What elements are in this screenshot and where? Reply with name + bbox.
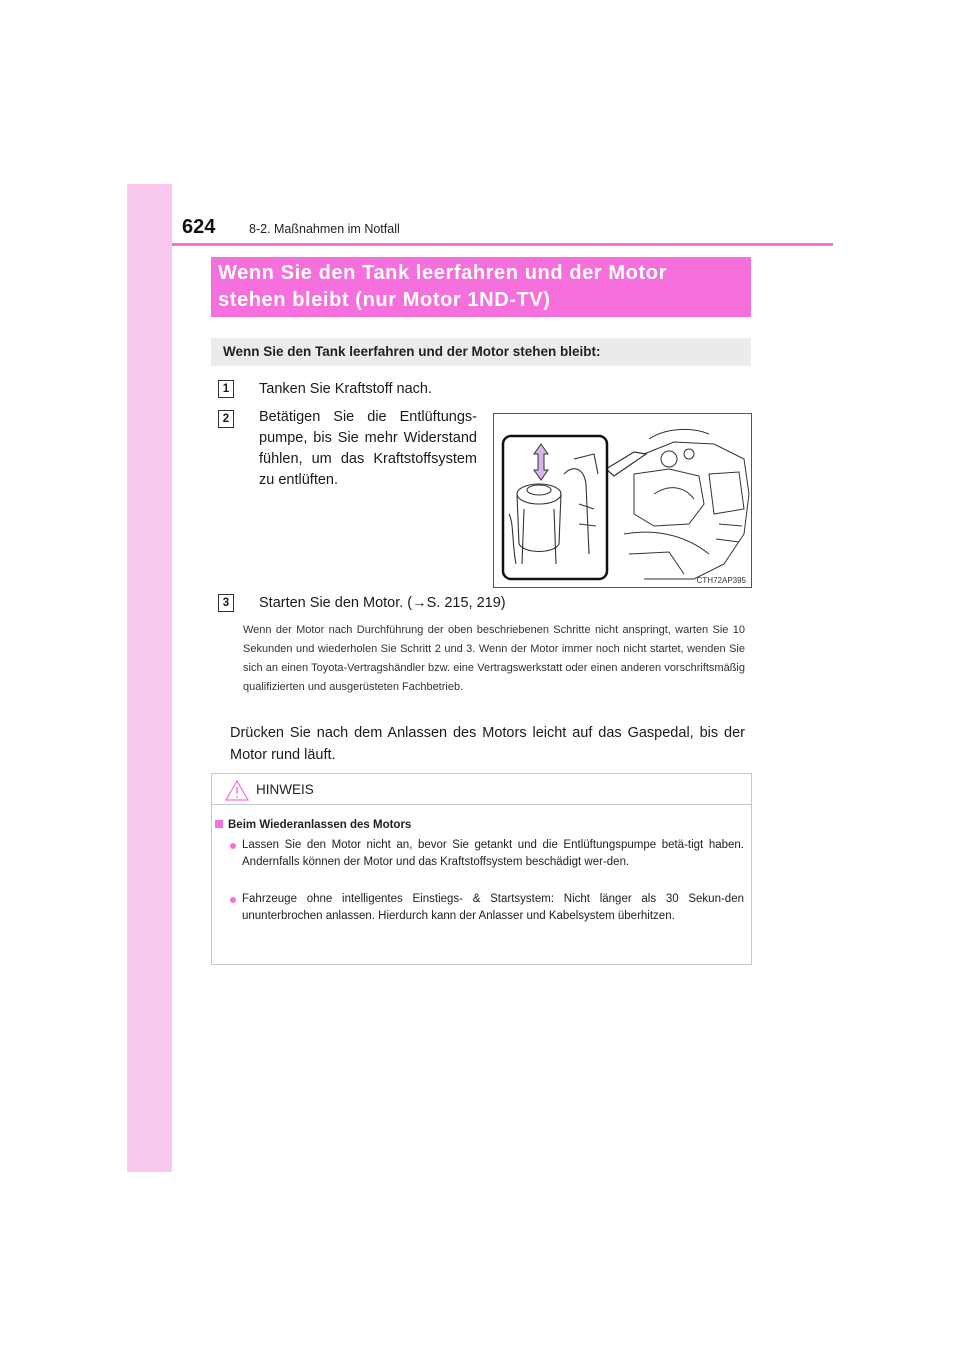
step-text-1: Tanken Sie Kraftstoff nach. [259, 381, 433, 397]
subheading-bar [211, 338, 751, 366]
body-paragraph: Drücken Sie nach dem Anlassen des Motors leicht auf das Gaspedal, bis der Motor rund läuft. [230, 725, 745, 763]
engine-illustration [493, 413, 752, 588]
title-line-2: stehen bleibt (nur Motor 1ND-TV) [218, 289, 551, 311]
step-text-2: Betätigen Sie die Entlüftungs-pumpe, bis Sie mehr Widerstand fühlen, um das Kraftstoffsystem zu entlüften. [259, 409, 477, 488]
notice-bullet-1: Lassen Sie den Motor nicht an, bevor Sie getankt und die Entlüftungspumpe betä-tigt haben. Andernfalls können der Motor und das Kraftstoffsystem beschädigt wer-den. [242, 839, 744, 868]
subheading: Wenn Sie den Tank leerfahren und der Motor stehen bleibt: [223, 344, 601, 359]
sidebar-tab [127, 184, 172, 1172]
step-text-3: Starten Sie den Motor. (→S. 215, 219) [259, 595, 506, 611]
notice-header [212, 774, 751, 805]
engine-drawing [494, 414, 751, 587]
header-rule [172, 243, 833, 246]
step-number-3: 3 [218, 594, 234, 612]
page-number: 624 [182, 216, 216, 238]
title-line-1: Wenn Sie den Tank leerfahren und der Motor [218, 262, 667, 284]
square-bullet-icon [215, 820, 223, 828]
notice-label: HINWEIS [256, 782, 314, 797]
warning-icon [225, 780, 249, 801]
notice-item-title: Beim Wiederanlassen des Motors [215, 819, 411, 831]
title-banner [211, 257, 751, 317]
step-number-1: 1 [218, 380, 234, 398]
figure-label: CTH72AP395 [696, 576, 746, 585]
notice-box [211, 773, 752, 965]
bullet-icon [230, 897, 236, 903]
step-note: Wenn der Motor nach Durchführung der oben beschriebenen Schritte nicht anspringt, warten Sie 10 Sekunden und wiederholen Sie Schritt 2 und 3. Wenn der Motor immer noch nicht startet, wenden Sie sich an einen Toyota-Vertragshändler bzw. eine Vertragswerkstatt oder einen anderen vorschriftsmäßig qualifizierten und ausgerüsteten Fachbetrieb. [243, 624, 745, 693]
section-reference: 8-2. Maßnahmen im Notfall [249, 222, 400, 236]
step-number-2: 2 [218, 410, 234, 428]
bullet-icon [230, 843, 236, 849]
notice-bullet-2: Fahrzeuge ohne intelligentes Einstiegs- & Startsystem: Nicht länger als 30 Sekun-den ununterbrochen anlassen. Hierdurch kann der Anlasser und Kabelsystem überhitzen. [242, 893, 744, 922]
